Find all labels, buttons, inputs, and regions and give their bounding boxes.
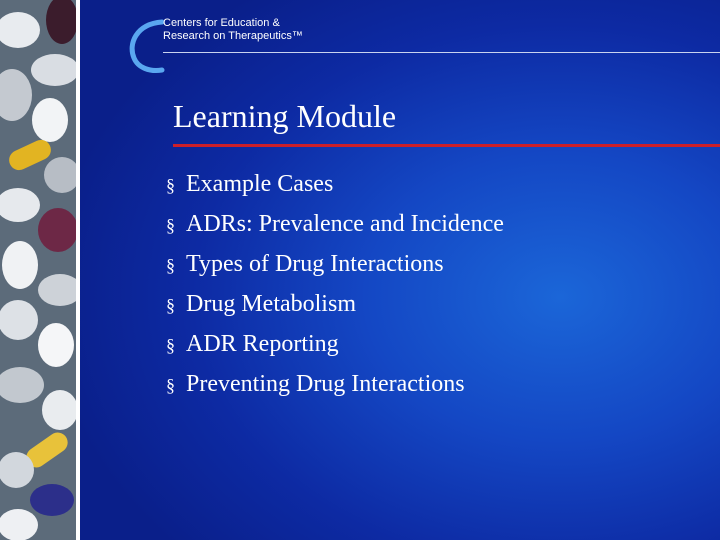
org-name-line1: Centers for Education & [163, 17, 280, 29]
org-name-line2: Research on Therapeutics™ [163, 30, 303, 42]
bullet-item [166, 244, 504, 284]
bullet-text: ADRs: Prevalence and Incidence [186, 211, 504, 237]
bullet-item [166, 204, 504, 244]
bullet-marker: § [166, 375, 175, 395]
bullet-item [166, 164, 504, 204]
pills-photo-strip [0, 0, 80, 540]
title-underline [173, 144, 720, 147]
bullet-item [166, 324, 504, 364]
bullet-text: Example Cases [186, 171, 334, 197]
bullet-marker: § [166, 175, 175, 195]
slide-title: Learning Module [173, 98, 397, 134]
logo-arc-icon [126, 18, 166, 74]
bullet-text: Preventing Drug Interactions [186, 371, 465, 397]
bullet-marker: § [166, 215, 175, 235]
org-name [163, 17, 303, 43]
bullet-text: Drug Metabolism [186, 291, 356, 317]
bullet-text: Types of Drug Interactions [186, 251, 444, 277]
bullet-marker: § [166, 335, 175, 355]
bullet-list [166, 164, 504, 404]
bullet-item [166, 364, 504, 404]
bullet-marker: § [166, 255, 175, 275]
bullet-text: ADR Reporting [186, 331, 339, 357]
bullet-item [166, 284, 504, 324]
slide-canvas [80, 0, 720, 540]
bullet-marker: § [166, 295, 175, 315]
header-rule [163, 52, 720, 53]
